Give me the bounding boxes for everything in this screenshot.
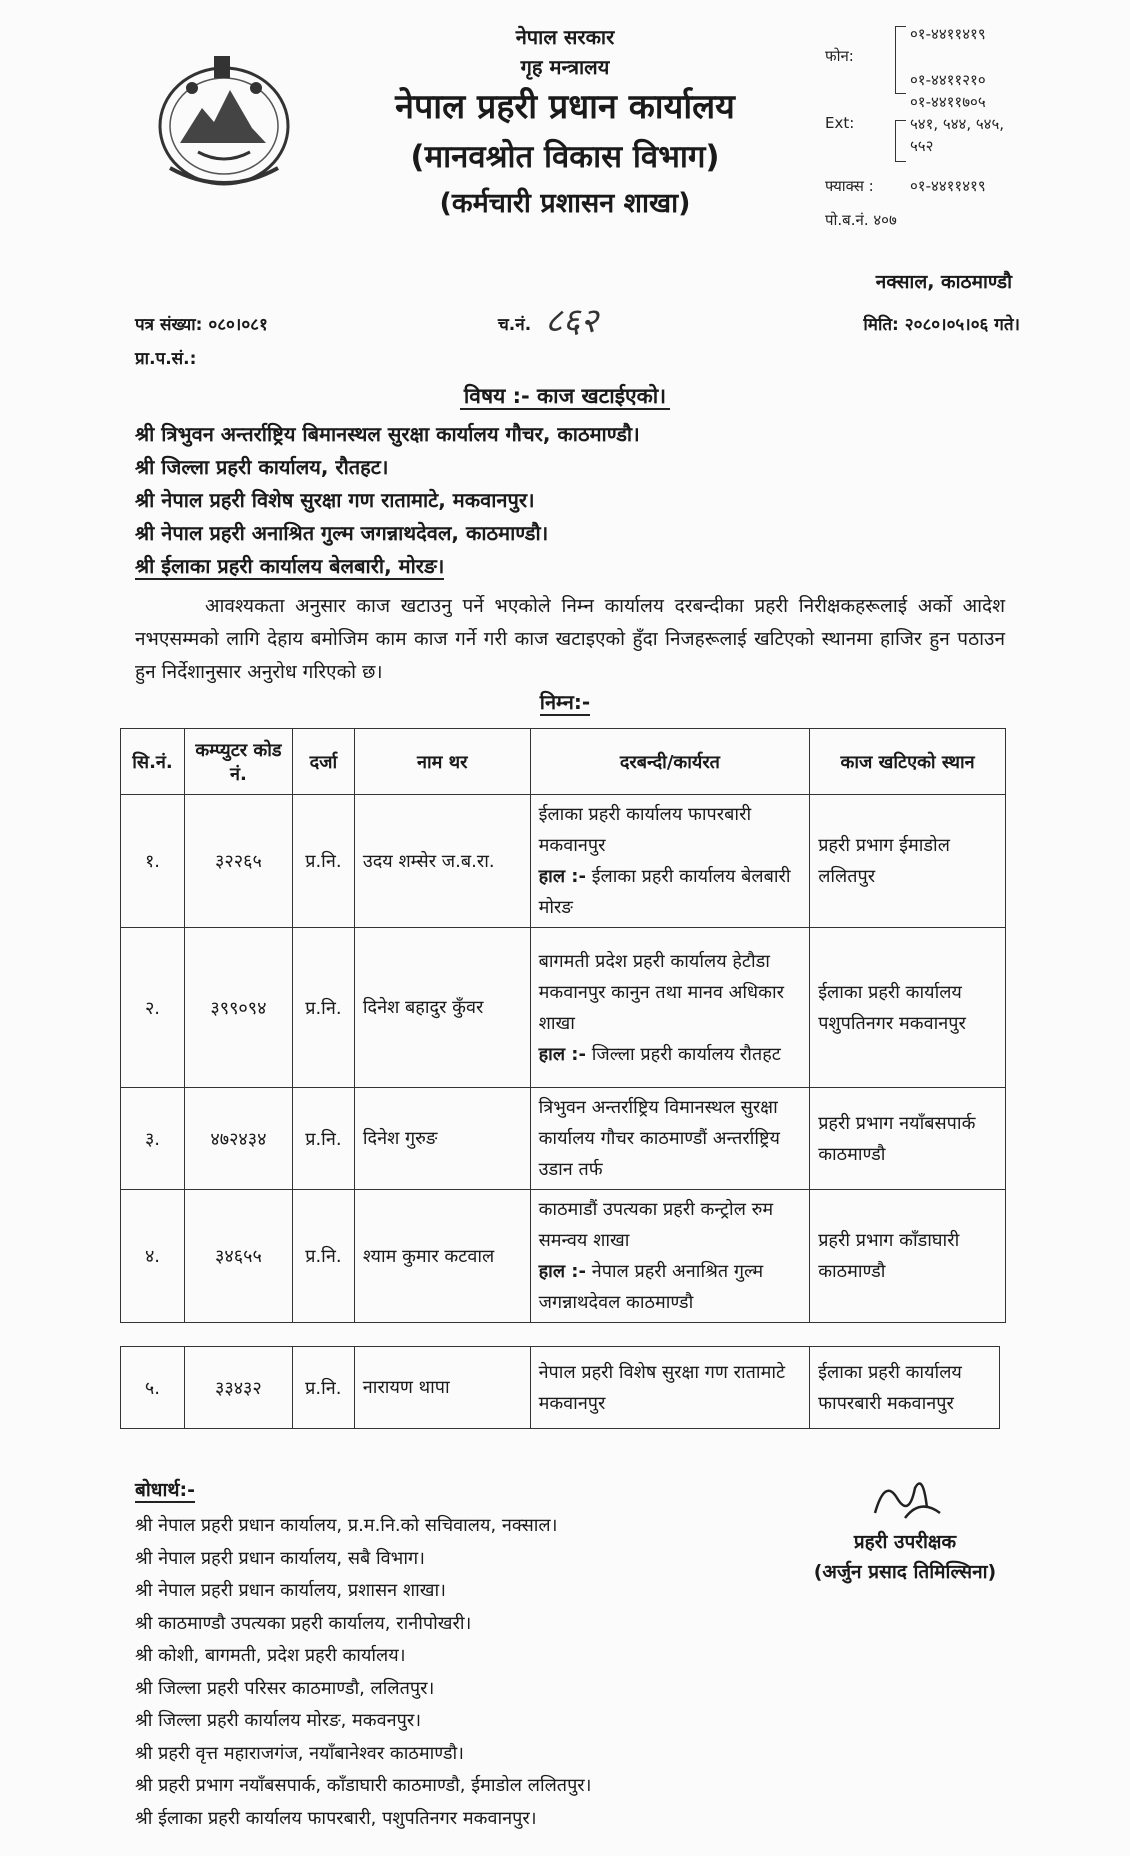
table-row — [121, 928, 1006, 1088]
prapasa-label: प्रा.प.सं.: — [135, 349, 197, 369]
cc-item: श्री जिल्ला प्रहरी कार्यालय मोरङ, मकवनपुर। — [135, 1710, 422, 1731]
addressee: श्री जिल्ला प्रहरी कार्यालय, रौतहट। — [135, 455, 389, 479]
cc-item: श्री नेपाल प्रहरी प्रधान कार्यालय, प्र.म.नि.को सचिवालय, नक्साल। — [135, 1515, 558, 1536]
hal-label: हाल :- — [538, 1261, 586, 1282]
cell-post: त्रिभुवन अन्तर्राष्ट्रिय विमानस्थल सुरक्षा कार्यालय गौचर काठमाण्डौं अन्तर्राष्ट्रिय उडान तर्फ — [530, 1088, 810, 1190]
transfer-table-extra — [120, 1346, 1000, 1429]
cell-name: दिनेश गुरुङ — [354, 1088, 530, 1190]
cell-name: नारायण थापा — [354, 1347, 530, 1429]
post-text: बागमती प्रदेश प्रहरी कार्यालय हेटौडा मकवानपुर कानुन तथा मानव अधिकार शाखा — [538, 950, 784, 1034]
cell-sn: २. — [121, 928, 185, 1088]
col-header-post: दरबन्दी/कार्यरत — [530, 729, 810, 795]
cell-code: ३४६५५ — [184, 1190, 292, 1323]
hal-text: ईलाका प्रहरी कार्यालय बेलबारी मोरङ — [538, 866, 791, 918]
letterhead — [300, 22, 830, 226]
cell-post — [530, 795, 810, 928]
col-header-name: नाम थर — [354, 729, 530, 795]
cell-code: ३२२६५ — [184, 795, 292, 928]
signature-scrawl — [790, 1468, 1020, 1528]
chalani-number: ८६२ — [545, 301, 599, 341]
col-header-place: काज खटिएको स्थान — [810, 729, 1006, 795]
cell-sn: १. — [121, 795, 185, 928]
signature-block — [790, 1468, 1020, 1584]
cell-post: नेपाल प्रहरी विशेष सुरक्षा गण रातामाटे मकवानपुर — [530, 1347, 810, 1429]
transfer-table — [120, 728, 1006, 1323]
cell-sn: ५. — [121, 1347, 185, 1429]
cell-place: प्रहरी प्रभाग ईमाडोल ललितपुर — [810, 795, 1006, 928]
table-header-row — [121, 729, 1006, 795]
cell-code: ३९९०९४ — [184, 928, 292, 1088]
cell-post — [530, 928, 810, 1088]
nimna-heading — [0, 688, 1130, 715]
addressee: श्री त्रिभुवन अन्तर्राष्ट्रिय बिमानस्थल सुरक्षा कार्यालय गौचर, काठमाण्डौ। — [135, 422, 640, 446]
subject-line — [0, 382, 1130, 410]
signatory-designation: प्रहरी उपरीक्षक — [853, 1531, 957, 1553]
cell-place: प्रहरी प्रभाग काँडाघारी काठमाण्डौ — [810, 1190, 1006, 1323]
cc-item: श्री ईलाका प्रहरी कार्यालय फापरबारी, पशुपतिनगर मकवानपुर। — [135, 1807, 537, 1829]
col-header-sn: सि.नं. — [121, 729, 185, 795]
hal-label: हाल :- — [538, 866, 586, 887]
cc-item: श्री नेपाल प्रहरी प्रधान कार्यालय, सबै विभाग। — [135, 1547, 425, 1569]
cell-rank: प्र.नि. — [292, 795, 354, 928]
government-emblem — [140, 48, 308, 198]
cc-item: श्री नेपाल प्रहरी प्रधान कार्यालय, प्रशासन शाखा। — [135, 1580, 446, 1601]
post-text: काठमाडौं उपत्यका प्रहरी कन्ट्रोल रुम समन्वय शाखा — [538, 1199, 774, 1251]
table-row — [121, 1088, 1006, 1190]
phone-2: ०१-४४११२१० — [910, 71, 986, 89]
contact-block — [815, 24, 1115, 232]
ext-values-1: ५४१, ५४४, ५४५, — [910, 115, 1005, 133]
cell-post — [530, 1190, 810, 1323]
signatory-name: (अर्जुन प्रसाद तिमिल्सिना) — [813, 1561, 997, 1583]
government-name: नेपाल सरकार — [515, 25, 615, 49]
cc-item: श्री प्रहरी वृत्त महाराजगंज, नयाँबानेश्वर काठमाण्डौ। — [135, 1742, 464, 1764]
cell-code: ३३४३२ — [184, 1347, 292, 1429]
letter-date: मिति: २०८०।०५।०६ गते। — [863, 315, 1020, 335]
cell-rank: प्र.नि. — [292, 1190, 354, 1323]
subject-text: विषय :- काज खटाईएको। — [460, 384, 670, 410]
cc-item: श्री जिल्ला प्रहरी परिसर काठमाण्डौ, ललितपुर। — [135, 1677, 435, 1699]
cc-heading-text: बोधार्थ:- — [135, 1479, 196, 1501]
po-box: पो.ब.नं. ४०७ — [825, 211, 897, 229]
cell-name: श्याम कुमार कटवाल — [354, 1190, 530, 1323]
body-paragraph: आवश्यकता अनुसार काज खटाउनु पर्ने भएकोले निम्न कार्यालय दरबन्दीका प्रहरी निरीक्षकहरूलाई अर्को आदेश नभएसम्मको लागि देहाय बमोजिम काम काज गर्ने गरी काज खटाइएको हुँदा निजहरूलाई खटिएको स्थानमा हाजिर हुन पठाउन हुन निर्देशानुसार अनुरोध गरिएको छ। — [135, 595, 1005, 683]
hal-text: जिल्ला प्रहरी कार्यालय रौतहट — [591, 1043, 781, 1065]
office-name: नेपाल प्रहरी प्रधान कार्यालय — [395, 87, 735, 127]
fax-number: ०१-४४११४१९ — [910, 177, 986, 195]
col-header-code: कम्प्युटर कोड नं. — [184, 729, 292, 795]
addressee: श्री नेपाल प्रहरी विशेष सुरक्षा गण रातामाटे, मकवानपुर। — [135, 488, 535, 512]
table-row — [121, 1347, 1000, 1429]
chalani-label: च.नं. — [498, 315, 532, 335]
cell-place: ईलाका प्रहरी कार्यालय पशुपतिनगर मकवानपुर — [810, 928, 1006, 1088]
cell-name: दिनेश बहादुर कुँवर — [354, 928, 530, 1088]
phone-label: फोन: — [825, 47, 854, 65]
cell-place: प्रहरी प्रभाग नयाँबसपार्क काठमाण्डौ — [810, 1088, 1006, 1190]
cell-name: उदय शम्सेर ज.ब.रा. — [354, 795, 530, 928]
cell-sn: ३. — [121, 1088, 185, 1190]
cc-heading — [135, 1476, 195, 1502]
cell-rank: प्र.नि. — [292, 928, 354, 1088]
cell-place: ईलाका प्रहरी कार्यालय फापरबारी मकवानपुर — [810, 1347, 1000, 1429]
cc-list — [135, 1510, 591, 1835]
phone-1: ०१-४४११४१९ — [910, 25, 986, 43]
branch-name: (कर्मचारी प्रशासन शाखा) — [439, 188, 691, 219]
table-row — [121, 1190, 1006, 1323]
col-header-rank: दर्जा — [292, 729, 354, 795]
department-name: (मानवश्रोत विकास विभाग) — [410, 139, 720, 175]
cc-item: श्री कोशी, बागमती, प्रदेश प्रहरी कार्यालय। — [135, 1645, 406, 1666]
cell-rank: प्र.नि. — [292, 1347, 354, 1429]
table-row — [121, 795, 1006, 928]
phone-3: ०१-४४११७०५ — [910, 93, 986, 111]
hal-label: हाल :- — [538, 1043, 586, 1065]
ext-label: Ext: — [825, 114, 855, 132]
post-text: ईलाका प्रहरी कार्यालय फापरबारी मकवानपुर — [538, 804, 752, 856]
addressee: श्री नेपाल प्रहरी अनाश्रित गुल्म जगन्नाथदेवल, काठमाण्डौ। — [135, 521, 549, 545]
addressee-list — [135, 418, 640, 583]
fax-label: फ्याक्स : — [825, 177, 874, 195]
nimna-text: निम्न:- — [539, 690, 591, 714]
cc-item: श्री काठमाण्डौ उपत्यका प्रहरी कार्यालय, रानीपोखरी। — [135, 1612, 472, 1634]
ministry-name: गृह मन्त्रालय — [520, 55, 610, 79]
hal-text: नेपाल प्रहरी अनाश्रित गुल्म जगन्नाथदेवल काठमाण्डौ — [538, 1261, 764, 1313]
cell-sn: ४. — [121, 1190, 185, 1323]
addressee: श्री ईलाका प्रहरी कार्यालय बेलबारी, मोरङ। — [135, 554, 445, 578]
cell-rank: प्र.नि. — [292, 1088, 354, 1190]
patra-sankhya: पत्र संख्या: ०८०।०८१ — [135, 315, 268, 335]
office-location: नक्साल, काठमाण्डौ — [875, 271, 1012, 293]
ext-values-2: ५५२ — [910, 137, 934, 155]
cc-item: श्री प्रहरी प्रभाग नयाँबसपार्क, काँडाघारी काठमाण्डौ, ईमाडोल ललितपुर। — [135, 1775, 592, 1796]
cell-code: ४७२४३४ — [184, 1088, 292, 1190]
